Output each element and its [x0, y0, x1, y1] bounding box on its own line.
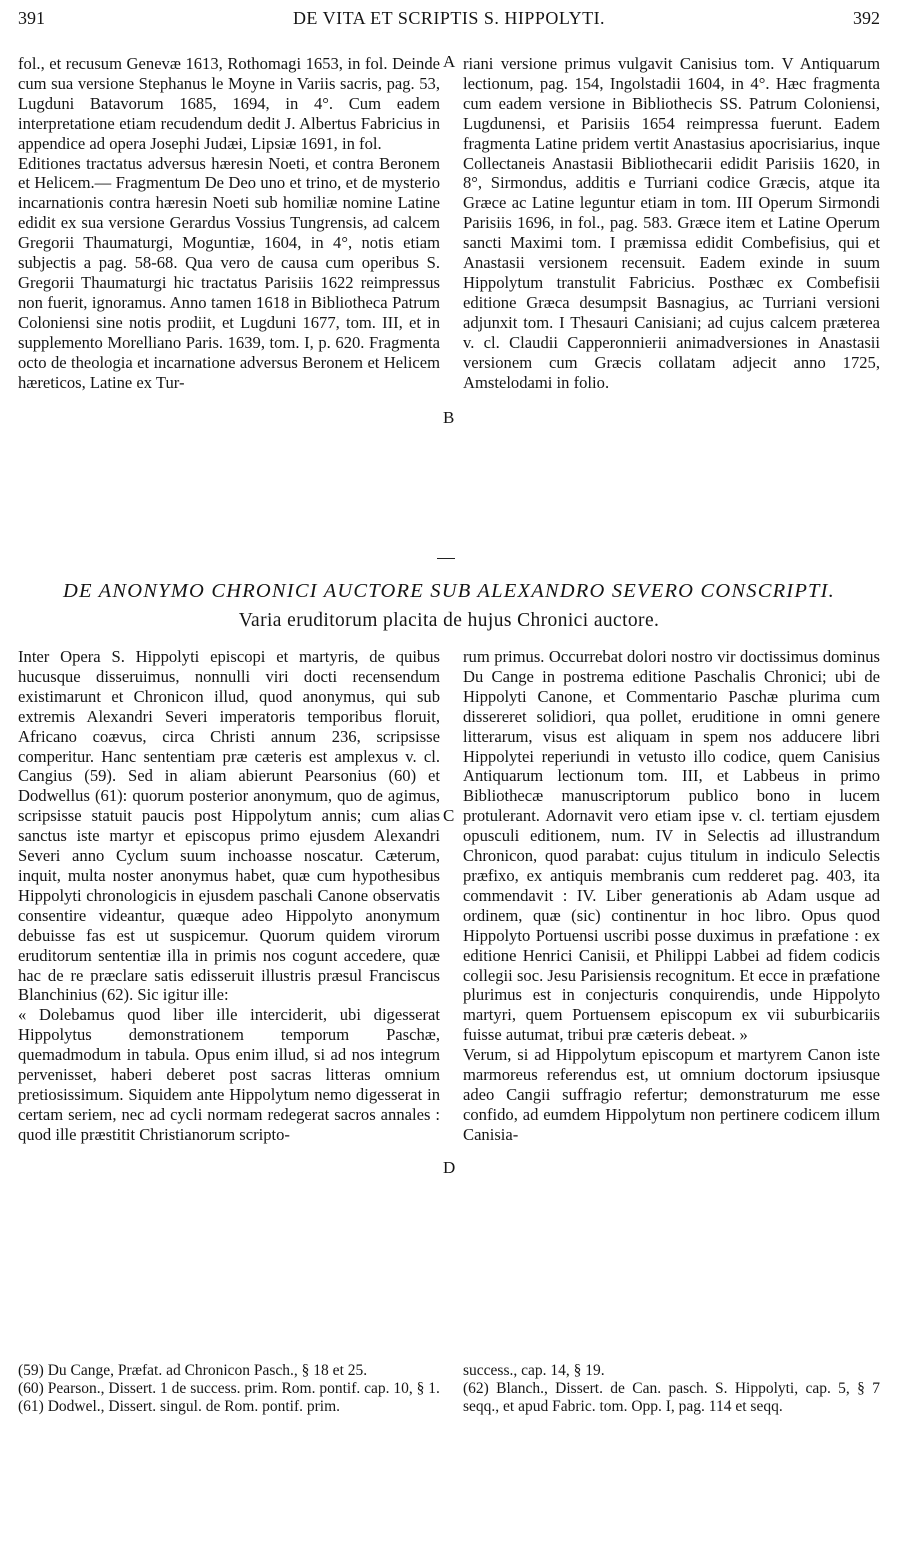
footnotes-right: [463, 1362, 880, 1416]
top-right-column: [463, 54, 880, 392]
running-title: DE VITA ET SCRIPTIS S. HIPPOLYTI.: [292, 8, 606, 28]
section-subtitle: Varia eruditorum placita de hujus Chronici auctore.: [238, 610, 660, 631]
paragraph: Verum, si ad Hippolytum episcopum et martyrem Canon iste marmoreus referendus est, ut omnium doctorum ipsiusque adeo Cangii suffragio refertur; demonstraturum me esse confido, ad eumdem Hippolytum non pertinere codicem illum Canisia-: [463, 1045, 880, 1144]
footnote: (59) Du Cange, Præfat. ad Chronicon Pasch., § 18 et 25.: [18, 1362, 368, 1379]
paragraph: Editiones tractatus adversus hæresin Noeti, et contra Beronem et Helicem.— Fragmentum De Deo uno et trino, et de mysterio incarnationis contra hæresin Noeti sub homiliæ nomine Latine edidit ex sua versione Gerardus Vossius Tungrensis, ad calcem Gregorii Thaumaturgi, Moguntiæ, 1604, in 4°, notis etiam subjectis a pag. 58-68. Qua vero de causa cum operibus S. Gregorii Thaumaturgi hic tractatus Parisiis 1622 reimpressus non fuerit, ignoramus. Anno tamen 1618 in Bibliotheca Patrum Coloniensi sine notis prodiit, et Lugduni 1677, tom. III, et in supplemento Morelliano Paris. 1639, tom. I, p. 620. Fragmenta octo de theologia et incarnatione adversus Beronem et Helicem hæreticos, Latine ex Tur-: [18, 153, 440, 392]
footnote: (62) Blanch., Dissert. de Can. pasch. S. Hippolyti, cap. 5, § 7 seqq., et apud Fabric. tom. Opp. I, pag. 114 et seqq.: [463, 1380, 880, 1415]
running-header: [18, 8, 880, 34]
section-divider: [437, 558, 455, 559]
footnote: (60) Pearson., Dissert. 1 de success. prim. Rom. pontif. cap. 10, § 1.: [18, 1380, 440, 1397]
bottom-left-column: [18, 647, 440, 1145]
margin-letter-c: C: [443, 806, 455, 825]
bottom-right-column: [463, 647, 880, 1145]
margin-letter-d: D: [443, 1158, 456, 1177]
paragraph: rum primus. Occurrebat dolori nostro vir doctissimus dominus Du Cange in postrema editione Paschalis Chronici; ubi de Hippolyti Canone, et Commentario Paschæ plurima cum dissereret solidiori, qua pollet, eruditione in omni genere litterarum, visus est aliquam in spem nos adducere libri Hippolytei reperiundi in vetusto illo codice, quem Canisius Antiquarum lectionum tom. III, et Labbeus in primo Bibliothecæ manuscriptorum publico bono in lucem protulerant. Adornavit vero etiam ipse v. cl. tertiam ejusdem opusculi editionem, num. IV in Selectis ad illustrandum Chronicon, quod parabat: cujus titulum in indiculo Selectis præfixo, ex antiquis membranis cum redderet pag. 403, ita commendavit : IV. Liber generationis ab Adam usque ad ordinem, quæ (sic) continentur in hoc libro. Opus quod Hippolyto Portuensi uscribi posse duximus in præfatione : ex editione Henrici Canisii, et Philippi Labbei ad fidem codicis collegii soc. Jesu Parisiensis recognitum. Et ecce in præfatione plurimus est in conjecturis conquirendis, unde Hippolyto martyri, quem Portuensem episcopum ex vii suburbicariis fuisse autumat, tribui præ cæteris debeat. »: [463, 647, 880, 1045]
paragraph: fol., et recusum Genevæ 1613, Rothomagi 1653, in fol. Deinde cum sua versione Stephanus le Moyne in Variis sacris, pag. 53, Lugduni Batavorum 1685, 1694, in 4°. Cum eadem interpretatione etiam recudendum dedit J. Albertus Fabricius in appendice ad opera Josephi Judæi, Lipsiæ 1691, in fol.: [18, 54, 440, 153]
section-title: DE ANONYMO CHRONICI AUCTORE SUB ALEXANDRO SEVERO CONSCRIPTI.: [62, 580, 836, 602]
footnote: success., cap. 14, § 19.: [463, 1362, 605, 1379]
page-number-left: 391: [18, 8, 45, 28]
margin-letter-a: A: [443, 52, 456, 71]
paragraph: riani versione primus vulgavit Canisius tom. V Antiquarum lectionum, pag. 154, Ingolstadii 1604, in 4°. Hæc fragmenta cum eadem versione in Bibliothecis SS. Patrum Coloniensi, Lugdunensi, et Parisiis 1654 reimpressa fuerunt. Eadem fragmenta Latine pridem vertit Anastasius apocrisiarius, inque Collectaneis Anastasii Bibliothecarii edidit Parisiis 1620, in 8°, Sirmondus, additis e Turriani codice Græcis, atque ita Græce ac Latine leguntur etiam in tom. III Operum Sirmondi Parisiis 1696, in fol., pag. 583. Græce item et Latine Operum sancti Maximi tom. I præmissa edidit Combefisius, qui et Anastasii versionem recensuit. Eadem exinde in suum Hippolytum transtulit Fabricius. Posthæc ex Combefisii editione Græca desumpsit Basnagius, ac Turriani versioni adjunxit tom. I Thesauri Canisiani; ad cujus calcem præterea v. cl. Claudii Capperonnierii animadversiones in Anastasii versionem cum Græcis collatam adjecit anno 1725, Amstelodami in folio.: [463, 54, 880, 392]
top-left-column: [18, 54, 440, 392]
footnote: (61) Dodwel., Dissert. singul. de Rom. pontif. prim.: [18, 1398, 341, 1415]
page-number-right: 392: [853, 8, 880, 28]
paragraph: Inter Opera S. Hippolyti episcopi et martyris, de quibus hucusque disseruimus, nonnulli viri docti recensendum existimarunt et Chronicon illud, quod anonymus, qui sub extremis Alexandri Severi imperatoris temporibus floruit, Africano coævus, circa Christi annum 236, scripsisse comperitur. Hanc sententiam præ cæteris est amplexus v. cl. Cangius (59). Sed in aliam abierunt Pearsonius (60) et Dodwellus (61): quorum posterior anonymum, quo de agimus, scripsisse statuit paucis post Hippolytum annis; cum alias sanctus iste martyr et episcopus primo ejusdem Alexandri Severi anno Cyclum suum inchoasse noscatur. Cæterum, inquit, multa noster anonymus habet, quæ cum hypothesibus Hippolyti chronologicis in ejusdem paschali Canone observatis consentire videantur, quæque adeo Hippolyto anonymum debuisse fas est ut suspicemur. Quorum quidem virorum eruditorum sententiæ illa in primis nos cogunt accedere, quæ hac de re præclare satis edisseruit illustris præsul Franciscus Blanchinius (62). Sic igitur ille:: [18, 647, 440, 1005]
footnotes-left: [18, 1362, 440, 1416]
paragraph: « Dolebamus quod liber ille interciderit, ubi digesserat Hippolytus demonstrationem temporum Paschæ, quemadmodum in tabula. Opus enim illud, si ad nos integrum pervenisset, haberi deberet post sacras litteras omnium pretiosissimum. Siquidem ante Hippolytum nemo digesserat in certam seriem, nec ad cycli normam redegerat sacros annales : quod ille præstitit Christianorum scripto-: [18, 1005, 440, 1144]
margin-letter-b: B: [443, 408, 455, 427]
